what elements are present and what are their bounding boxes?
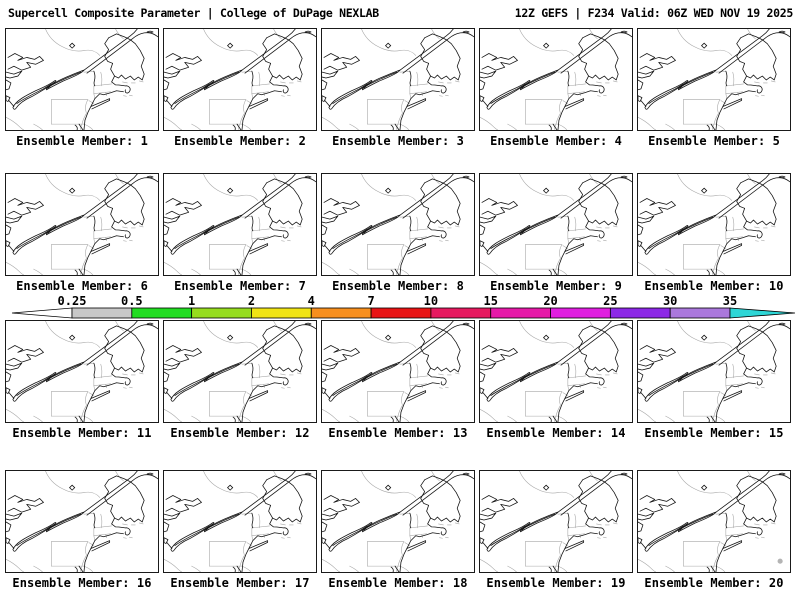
ensemble-member-label: Ensemble Member: 2	[174, 134, 306, 148]
run-valid-info: 12Z GEFS | F234 Valid: 06Z WED NOV 19 2025	[514, 6, 793, 20]
state-borders	[480, 471, 617, 572]
northeast-us-map	[480, 29, 632, 130]
colorbar-segment-9	[551, 308, 611, 318]
northeast-us-map	[164, 321, 316, 422]
map-frame	[5, 28, 159, 131]
state-borders	[480, 321, 617, 422]
northeast-us-map	[480, 174, 632, 275]
station-diamond-icon	[228, 43, 233, 48]
station-diamond-icon	[702, 485, 707, 490]
coastline-lakes	[638, 29, 790, 130]
state-borders	[164, 471, 301, 572]
ensemble-member-label: Ensemble Member: 8	[332, 279, 464, 293]
state-borders	[6, 29, 143, 130]
northeast-us-map	[164, 471, 316, 572]
coastline-lakes	[6, 29, 158, 130]
ensemble-member-label: Ensemble Member: 9	[490, 279, 622, 293]
coastline-lakes	[638, 321, 790, 422]
ensemble-member-label: Ensemble Member: 17	[170, 576, 310, 590]
coastline-lakes	[6, 174, 158, 275]
northeast-us-map	[6, 174, 158, 275]
ensemble-member-label: Ensemble Member: 4	[490, 134, 622, 148]
ensemble-member-label: Ensemble Member: 6	[16, 279, 148, 293]
state-borders	[322, 471, 459, 572]
northeast-us-map	[322, 29, 474, 130]
product-title: Supercell Composite Parameter | College of DuPage NEXLAB	[8, 6, 379, 20]
colorbar-segment-1	[72, 308, 132, 318]
ensemble-panel-1	[5, 28, 159, 148]
coastline-lakes	[164, 29, 316, 130]
state-borders	[164, 29, 301, 130]
ensemble-panel-13	[321, 320, 475, 440]
map-frame	[5, 320, 159, 423]
scp-contour-spot	[778, 559, 783, 564]
station-diamond-icon	[386, 43, 391, 48]
colorbar-tick-label: 1	[188, 295, 196, 308]
ensemble-panel-17	[163, 470, 317, 590]
coastline-lakes	[164, 321, 316, 422]
coastline-lakes	[480, 174, 632, 275]
station-diamond-icon	[386, 188, 391, 193]
station-diamond-icon	[228, 485, 233, 490]
colorbar-scale	[0, 295, 800, 322]
map-frame	[321, 28, 475, 131]
northeast-us-map	[322, 321, 474, 422]
northeast-us-map	[164, 29, 316, 130]
station-diamond-icon	[228, 188, 233, 193]
colorbar-arrow	[730, 308, 795, 318]
map-frame	[637, 28, 791, 131]
ensemble-panel-5	[637, 28, 791, 148]
coastline-lakes	[322, 29, 474, 130]
ensemble-panel-11	[5, 320, 159, 440]
station-diamond-icon	[386, 335, 391, 340]
state-borders	[480, 29, 617, 130]
ensemble-panel-8	[321, 173, 475, 293]
state-borders	[638, 321, 775, 422]
ensemble-panel-19	[479, 470, 633, 590]
colorbar-tick-label: 35	[722, 295, 738, 308]
coastline-lakes	[480, 29, 632, 130]
ensemble-member-label: Ensemble Member: 7	[174, 279, 306, 293]
ensemble-member-label: Ensemble Member: 18	[328, 576, 468, 590]
coastline-lakes	[322, 321, 474, 422]
colorbar-segment-3	[192, 308, 252, 318]
ensemble-member-label: Ensemble Member: 1	[16, 134, 148, 148]
panel-row-4	[5, 470, 791, 590]
colorbar-tick-label: 10	[423, 295, 439, 308]
colorbar-tick-label: 0.5	[120, 295, 143, 308]
state-borders	[322, 174, 459, 275]
panel-row-3	[5, 320, 791, 440]
ensemble-member-label: Ensemble Member: 5	[648, 134, 780, 148]
northeast-us-map	[480, 471, 632, 572]
station-diamond-icon	[70, 43, 75, 48]
station-diamond-icon	[70, 335, 75, 340]
colorbar-tick-label: 0.25	[57, 295, 87, 308]
state-borders	[638, 471, 775, 572]
station-diamond-icon	[544, 188, 549, 193]
map-frame	[479, 173, 633, 276]
ensemble-panel-7	[163, 173, 317, 293]
ensemble-member-label: Ensemble Member: 11	[12, 426, 152, 440]
station-diamond-icon	[544, 485, 549, 490]
station-diamond-icon	[544, 335, 549, 340]
station-diamond-icon	[544, 43, 549, 48]
coastline-lakes	[480, 471, 632, 572]
ensemble-panel-6	[5, 173, 159, 293]
colorbar-tick-label: 25	[603, 295, 618, 308]
colorbar-segment-10	[610, 308, 670, 318]
ensemble-panel-3	[321, 28, 475, 148]
colorbar	[0, 295, 800, 322]
ensemble-member-label: Ensemble Member: 12	[170, 426, 310, 440]
colorbar-segment-7	[431, 308, 491, 318]
ensemble-panel-20	[637, 470, 791, 590]
northeast-us-map	[638, 471, 790, 572]
coastline-lakes	[638, 174, 790, 275]
map-frame	[637, 470, 791, 573]
panel-row-2	[5, 173, 791, 293]
colorbar-tick-label: 15	[483, 295, 498, 308]
station-diamond-icon	[702, 43, 707, 48]
map-frame	[321, 173, 475, 276]
northeast-us-map	[638, 321, 790, 422]
ensemble-member-label: Ensemble Member: 3	[332, 134, 464, 148]
northeast-us-map	[6, 29, 158, 130]
ensemble-panel-16	[5, 470, 159, 590]
ensemble-panel-18	[321, 470, 475, 590]
ensemble-member-label: Ensemble Member: 14	[486, 426, 626, 440]
station-diamond-icon	[702, 335, 707, 340]
station-diamond-icon	[70, 188, 75, 193]
ensemble-panel-4	[479, 28, 633, 148]
ensemble-panel-15	[637, 320, 791, 440]
state-borders	[6, 174, 143, 275]
ensemble-panel-2	[163, 28, 317, 148]
map-frame	[321, 320, 475, 423]
map-frame	[479, 470, 633, 573]
map-frame	[5, 470, 159, 573]
ensemble-panel-14	[479, 320, 633, 440]
colorbar-tick-label: 30	[662, 295, 678, 308]
northeast-us-map	[322, 174, 474, 275]
state-borders	[322, 321, 459, 422]
coastline-lakes	[322, 471, 474, 572]
ensemble-member-label: Ensemble Member: 15	[644, 426, 784, 440]
state-borders	[6, 471, 143, 572]
station-diamond-icon	[228, 335, 233, 340]
northeast-us-map	[164, 174, 316, 275]
colorbar-tick-label: 2	[247, 295, 256, 308]
map-frame	[163, 28, 317, 131]
colorbar-tick-label: 20	[543, 295, 558, 308]
northeast-us-map	[6, 321, 158, 422]
colorbar-segment-11	[670, 308, 730, 318]
map-frame	[637, 320, 791, 423]
coastline-lakes	[6, 321, 158, 422]
state-borders	[480, 174, 617, 275]
colorbar-arrow	[12, 308, 72, 318]
map-frame	[637, 173, 791, 276]
coastline-lakes	[164, 174, 316, 275]
colorbar-segment-8	[491, 308, 551, 318]
station-diamond-icon	[70, 485, 75, 490]
coastline-lakes	[322, 174, 474, 275]
state-borders	[164, 321, 301, 422]
station-diamond-icon	[702, 188, 707, 193]
panel-row-1	[5, 28, 791, 148]
station-diamond-icon	[386, 485, 391, 490]
colorbar-segment-4	[251, 308, 311, 318]
map-frame	[163, 173, 317, 276]
map-frame	[321, 470, 475, 573]
map-frame	[479, 320, 633, 423]
colorbar-tick-label: 4	[307, 295, 315, 308]
ensemble-member-label: Ensemble Member: 20	[644, 576, 784, 590]
map-frame	[479, 28, 633, 131]
state-borders	[322, 29, 459, 130]
coastline-lakes	[480, 321, 632, 422]
map-frame	[163, 320, 317, 423]
ensemble-panel-12	[163, 320, 317, 440]
northeast-us-map	[638, 29, 790, 130]
northeast-us-map	[638, 174, 790, 275]
state-borders	[638, 174, 775, 275]
northeast-us-map	[6, 471, 158, 572]
coastline-lakes	[6, 471, 158, 572]
colorbar-segment-6	[371, 308, 431, 318]
ensemble-panel-10	[637, 173, 791, 293]
northeast-us-map	[480, 321, 632, 422]
ensemble-member-label: Ensemble Member: 10	[644, 279, 784, 293]
colorbar-tick-label: 7	[367, 295, 375, 308]
colorbar-segment-2	[132, 308, 192, 318]
map-frame	[163, 470, 317, 573]
map-frame	[5, 173, 159, 276]
northeast-us-map	[322, 471, 474, 572]
state-borders	[638, 29, 775, 130]
coastline-lakes	[638, 471, 790, 572]
state-borders	[6, 321, 143, 422]
colorbar-segment-5	[311, 308, 371, 318]
ensemble-member-label: Ensemble Member: 16	[12, 576, 152, 590]
ensemble-panel-9	[479, 173, 633, 293]
ensemble-member-label: Ensemble Member: 19	[486, 576, 626, 590]
coastline-lakes	[164, 471, 316, 572]
ensemble-member-label: Ensemble Member: 13	[328, 426, 468, 440]
state-borders	[164, 174, 301, 275]
